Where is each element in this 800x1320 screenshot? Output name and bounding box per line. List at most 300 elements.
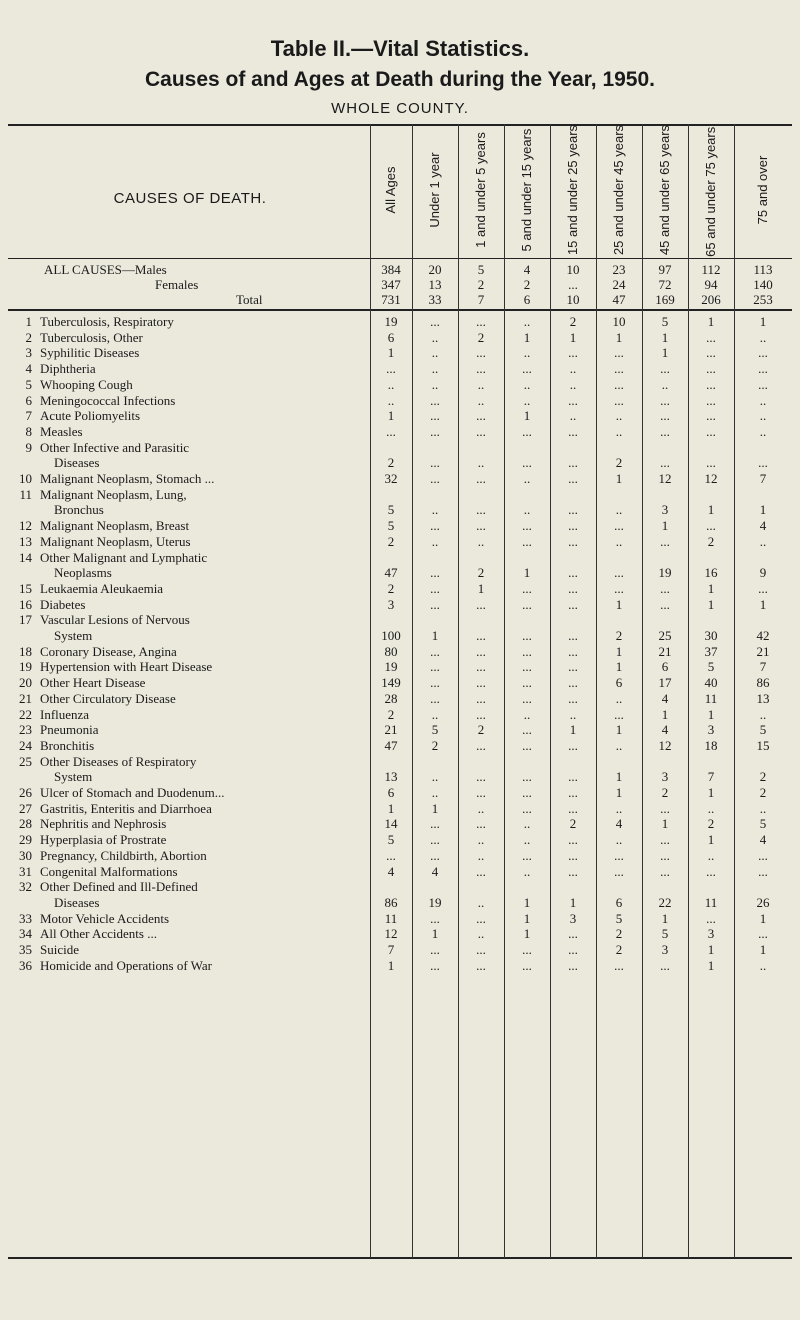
cause-label: Other Circulatory Disease	[40, 690, 176, 706]
table-cell: 14	[384, 816, 398, 832]
table-cell: ...	[568, 643, 578, 659]
table-cell: 19	[658, 565, 672, 581]
table-cell: 1	[661, 345, 669, 361]
table-cell: ..	[431, 376, 439, 392]
table-cell: 2	[759, 785, 767, 800]
table-cell: ...	[568, 423, 578, 439]
table-cell: 2	[615, 628, 623, 643]
cause-label: Malignant Neoplasm, Uterus	[40, 533, 191, 549]
table-cell: 2	[431, 737, 439, 753]
table-cell: ..	[431, 769, 439, 785]
table-cell: ...	[568, 345, 578, 361]
table-cell: ..	[569, 376, 577, 392]
table-cell: 3	[707, 722, 715, 738]
table-cell: 21	[756, 643, 770, 659]
row-number: 28	[19, 816, 32, 832]
table-cell: 1	[615, 329, 623, 345]
table-cell: ...	[614, 847, 624, 863]
age-column-label: Under 1 year	[427, 152, 442, 228]
table-cell: ..	[523, 345, 531, 361]
table-cell: 5	[759, 816, 767, 832]
table-cell: ...	[660, 392, 670, 408]
table-cell: ..	[569, 706, 577, 722]
table-cell: 2	[477, 722, 485, 738]
table-cell: ...	[430, 408, 440, 424]
table-cell: 7	[759, 471, 767, 486]
table-cell: 1	[707, 580, 715, 596]
table-cell: ...	[476, 423, 486, 439]
cause-label: Tuberculosis, Respiratory	[40, 314, 174, 329]
table-cell: 1	[431, 800, 439, 816]
table-cell: 19	[428, 894, 442, 910]
table-cell: 86	[756, 675, 770, 691]
table-cell: 3	[387, 596, 395, 612]
table-cell: ...	[614, 376, 624, 392]
cause-label: Measles	[40, 423, 83, 439]
cause-label: Acute Poliomyelits	[40, 408, 141, 424]
cause-label-continuation: System	[54, 769, 93, 785]
table-cell: 5	[431, 722, 439, 738]
table-cell: 2	[523, 277, 531, 292]
table-cell: 9	[759, 565, 767, 581]
table-cell: ..	[523, 471, 531, 486]
table-cell: ...	[660, 408, 670, 424]
table-cell: 4	[759, 832, 767, 848]
table-cell: ...	[522, 957, 532, 973]
table-cell: ...	[568, 675, 578, 691]
row-number: 30	[19, 847, 32, 863]
table-cell: ...	[430, 957, 440, 973]
table-cell: ...	[476, 785, 486, 800]
table-cell: ...	[660, 423, 670, 439]
cause-label: Malignant Neoplasm, Lung,	[40, 486, 187, 502]
table-cell: 347	[381, 277, 401, 292]
table-cell: ...	[386, 847, 396, 863]
table-cell: 2	[477, 277, 485, 292]
row-number: 16	[19, 596, 32, 612]
table-cell: ...	[476, 345, 486, 361]
table-cell: 12	[658, 471, 672, 486]
table-cell: 4	[759, 518, 767, 534]
table-cell: 10	[612, 314, 626, 329]
table-cell: ...	[758, 863, 768, 879]
table-cell: ..	[569, 361, 577, 377]
totals-label: Females	[155, 277, 199, 292]
table-cell: ..	[759, 329, 767, 345]
age-column-label: 65 and under 75 years.	[703, 123, 718, 257]
table-cell: 7	[387, 942, 395, 957]
table-cell: ..	[759, 800, 767, 816]
table-cell: ...	[614, 361, 624, 377]
cause-label: Other Defined and Ill-Defined	[40, 879, 198, 895]
table-cell: ..	[431, 345, 439, 361]
cause-label: Pregnancy, Childbirth, Abortion	[40, 847, 207, 863]
cause-label: Other Diseases of Respiratory	[40, 753, 197, 769]
row-number: 25	[19, 753, 32, 769]
table-cell: ..	[759, 957, 767, 973]
table-cell: ...	[430, 596, 440, 612]
table-cell: 3	[661, 942, 669, 957]
table-cell: ...	[430, 942, 440, 957]
table-cell: 30	[704, 628, 718, 643]
table-cell: ...	[706, 910, 716, 926]
top-rule	[8, 124, 792, 126]
table-cell: ..	[707, 847, 715, 863]
table-cell: ..	[569, 408, 577, 424]
table-cell: ..	[759, 392, 767, 408]
row-number: 13	[19, 533, 32, 549]
table-cell: 20	[428, 262, 442, 277]
table-cell: ...	[706, 376, 716, 392]
table-cell: 86	[384, 894, 398, 910]
table-cell: 47	[612, 292, 626, 307]
table-cell: 731	[381, 292, 401, 307]
table-cell: 24	[612, 277, 626, 292]
table-cell: 6	[387, 329, 395, 345]
table-cell: ...	[614, 345, 624, 361]
table-cell: ...	[430, 314, 440, 329]
table-cell: ...	[476, 408, 486, 424]
table-cell: 206	[701, 292, 721, 307]
table-cell: ...	[568, 800, 578, 816]
age-column-label: 45 and under 65 years	[657, 124, 672, 256]
table-cell: 6	[615, 675, 623, 691]
table-cell: 3	[707, 926, 715, 942]
cause-label: Whooping Cough	[40, 376, 133, 392]
table-cell: 2	[569, 816, 577, 832]
table-cell: 1	[661, 329, 669, 345]
table-cell: 1	[707, 314, 715, 329]
age-column-header	[458, 130, 504, 250]
table-cell: 6	[615, 894, 623, 910]
table-cell: ...	[568, 596, 578, 612]
row-number: 21	[19, 690, 32, 706]
table-cell: 1	[615, 722, 623, 738]
table-cell: ...	[430, 580, 440, 596]
table-cell: ...	[568, 392, 578, 408]
table-cell: ...	[660, 361, 670, 377]
table-cell: ...	[430, 392, 440, 408]
table-cell: ...	[706, 408, 716, 424]
table-cell: 1	[431, 926, 439, 942]
age-column-header	[412, 130, 458, 250]
table-cell: 1	[615, 785, 623, 800]
table-cell: ..	[477, 392, 485, 408]
table-cell: ...	[522, 518, 532, 534]
table-cell: 113	[753, 262, 773, 277]
table-cell: ...	[522, 628, 532, 643]
cause-label: Diabetes	[40, 596, 86, 612]
table-cell: 1	[615, 471, 623, 486]
table-cell: 42	[756, 628, 770, 643]
table-cell: 1	[615, 769, 623, 785]
table-cell: 2	[477, 329, 485, 345]
table-cell: 33	[428, 292, 442, 307]
table-cell: ...	[568, 471, 578, 486]
table-cell: 80	[384, 643, 398, 659]
table-cell: ...	[706, 518, 716, 534]
table-cell: ..	[615, 502, 623, 518]
table-cell: ..	[523, 816, 531, 832]
table-cell: 13	[428, 277, 442, 292]
table-cell: ...	[522, 659, 532, 675]
table-cell: ...	[476, 706, 486, 722]
table-cell: ...	[660, 533, 670, 549]
table-cell: 4	[387, 863, 395, 879]
table-cell: ..	[615, 423, 623, 439]
table-cell: 4	[523, 262, 531, 277]
table-cell: 2	[387, 706, 395, 722]
table-cell: ...	[758, 345, 768, 361]
cause-label: Coronary Disease, Angina	[40, 643, 177, 659]
table-cell: ..	[477, 832, 485, 848]
table-cell: ...	[568, 628, 578, 643]
table-cell: 10	[566, 262, 580, 277]
table-cell: ..	[431, 706, 439, 722]
row-number: 5	[25, 376, 32, 392]
table-cell: ...	[614, 565, 624, 581]
table-cell: ...	[568, 926, 578, 942]
table-cell: 26	[756, 894, 770, 910]
table-cell: 1	[523, 565, 531, 581]
table-cell: 2	[569, 314, 577, 329]
table-cell: 1	[569, 722, 577, 738]
table-cell: ..	[523, 863, 531, 879]
table-cell: 1	[615, 643, 623, 659]
totals-label: Total	[236, 292, 263, 307]
table-cell: ...	[758, 361, 768, 377]
table-cell: ...	[706, 423, 716, 439]
table-cell: ...	[614, 706, 624, 722]
age-column-label: 5 and under 15 years	[519, 128, 534, 252]
row-number: 32	[19, 879, 32, 895]
cause-label: Diphtheria	[40, 361, 96, 377]
table-cell: ...	[430, 847, 440, 863]
table-cell: ...	[660, 580, 670, 596]
row-number: 27	[19, 800, 32, 816]
age-column-header	[504, 130, 550, 250]
age-column-label: 75 and over	[755, 155, 770, 225]
table-cell: ...	[430, 690, 440, 706]
table-cell: 13	[384, 769, 398, 785]
table-cell: 25	[658, 628, 672, 643]
table-cell: 1	[707, 957, 715, 973]
table-cell: ...	[758, 376, 768, 392]
age-column-label: 15 and under 25 years	[565, 124, 580, 256]
row-number: 11	[19, 486, 32, 502]
row-number: 2	[25, 329, 32, 345]
table-cell: ...	[522, 580, 532, 596]
table-cell: ...	[476, 816, 486, 832]
table-cell: ...	[614, 518, 624, 534]
table-cell: 15	[756, 737, 770, 753]
cause-label: Vascular Lesions of Nervous	[40, 612, 190, 628]
row-number: 22	[19, 706, 32, 722]
table-cell: 1	[523, 408, 531, 424]
table-cell: 4	[661, 722, 669, 738]
table-cell: ...	[476, 957, 486, 973]
table-cell: ..	[523, 314, 531, 329]
table-cell: ...	[706, 361, 716, 377]
table-cell: 1	[707, 832, 715, 848]
table-cell: ...	[660, 847, 670, 863]
table-cell: 1	[707, 502, 715, 518]
table-cell: 6	[523, 292, 531, 307]
table-cell: ...	[614, 580, 624, 596]
row-number: 3	[25, 345, 32, 361]
table-cell: ..	[477, 455, 485, 471]
table-cell: 23	[612, 262, 626, 277]
table-cell: ..	[477, 847, 485, 863]
age-column-header	[550, 124, 596, 256]
table-cell: 1	[387, 800, 395, 816]
table-cell: 2	[615, 942, 623, 957]
row-number: 36	[19, 957, 32, 973]
table-cell: ..	[477, 800, 485, 816]
table-cell: 2	[759, 769, 767, 785]
table-cell: 94	[704, 277, 718, 292]
table-cell: ..	[523, 376, 531, 392]
table-cell: ...	[476, 942, 486, 957]
table-cell: ...	[758, 926, 768, 942]
table-cell: ...	[568, 518, 578, 534]
table-cell: 5	[615, 910, 623, 926]
table-cell: 13	[756, 690, 770, 706]
table-cell: ..	[523, 502, 531, 518]
table-cell: 2	[707, 816, 715, 832]
table-cell: ...	[758, 580, 768, 596]
table-cell: 1	[661, 706, 669, 722]
table-cell: 1	[523, 329, 531, 345]
table-cell: ..	[759, 408, 767, 424]
cause-label: Other Heart Disease	[40, 675, 146, 691]
table-cell: 2	[661, 785, 669, 800]
table-cell: ...	[522, 361, 532, 377]
table-cell: ..	[615, 533, 623, 549]
table-cell: ...	[568, 659, 578, 675]
table-cell: 1	[477, 580, 485, 596]
table-cell: ...	[476, 628, 486, 643]
cause-label: Gastritis, Enteritis and Diarrhoea	[40, 800, 212, 816]
row-number: 35	[19, 942, 32, 957]
table-cell: ...	[430, 471, 440, 486]
table-cell: 1	[759, 596, 767, 612]
table-cell: 1	[523, 926, 531, 942]
table-cell: ...	[568, 785, 578, 800]
table-cell: ...	[386, 361, 396, 377]
table-cell: ...	[476, 502, 486, 518]
table-cell: ...	[522, 423, 532, 439]
table-cell: 4	[615, 816, 623, 832]
table-cell: ..	[523, 832, 531, 848]
age-column-header	[734, 130, 792, 250]
table-cell: 10	[566, 292, 580, 307]
table-cell: ...	[568, 565, 578, 581]
table-cell: ...	[706, 455, 716, 471]
table-cell: 100	[381, 628, 401, 643]
cause-label: Other Infective and Parasitic	[40, 439, 190, 455]
table-cell: ...	[522, 643, 532, 659]
table-cell: ...	[522, 800, 532, 816]
table-cell: ..	[431, 533, 439, 549]
table-cell: ...	[660, 832, 670, 848]
table-cell: ...	[476, 690, 486, 706]
table-cell: ...	[660, 800, 670, 816]
row-number: 26	[19, 785, 32, 800]
table-cell: ...	[430, 659, 440, 675]
age-column-header	[688, 123, 734, 257]
table-cell: 5	[387, 518, 395, 534]
table-cell: 28	[384, 690, 398, 706]
table-cell: 1	[569, 329, 577, 345]
table-cell: ..	[615, 690, 623, 706]
table-cell: 97	[658, 262, 672, 277]
totals-label: ALL CAUSES—Males	[44, 262, 167, 277]
table-cell: ...	[476, 471, 486, 486]
table-cell: 5	[759, 722, 767, 738]
row-number: 29	[19, 832, 32, 848]
table-cell: ...	[430, 455, 440, 471]
cause-label: Pneumonia	[40, 722, 99, 738]
cause-label: Syphilitic Diseases	[40, 345, 140, 361]
row-number: 33	[19, 910, 32, 926]
table-cell: 2	[615, 455, 623, 471]
table-cell: ...	[430, 816, 440, 832]
table-cell: 1	[615, 596, 623, 612]
table-cell: ...	[476, 518, 486, 534]
cause-label: Malignant Neoplasm, Stomach ...	[40, 471, 215, 486]
table-cell: 5	[477, 262, 485, 277]
table-cell: ...	[568, 277, 578, 292]
table-cell: ..	[477, 533, 485, 549]
table-cell: ...	[568, 832, 578, 848]
table-cell: ...	[758, 455, 768, 471]
table-cell: ..	[759, 533, 767, 549]
table-cell: ..	[523, 706, 531, 722]
table-cell: ...	[706, 345, 716, 361]
table-cell: ...	[430, 518, 440, 534]
table-cell: ...	[568, 455, 578, 471]
table-cell: 7	[477, 292, 485, 307]
row-number: 7	[25, 408, 32, 424]
table-cell: ...	[568, 502, 578, 518]
table-cell: ..	[431, 361, 439, 377]
table-cell: ...	[614, 392, 624, 408]
table-cell: ...	[568, 942, 578, 957]
table-cell: ...	[522, 785, 532, 800]
causes-column-header: CAUSES OF DEATH.	[113, 190, 267, 207]
table-cell: ..	[615, 832, 623, 848]
table-cell: 4	[431, 863, 439, 879]
table-cell: ...	[430, 423, 440, 439]
table-cell: 3	[661, 502, 669, 518]
table-cell: 4	[661, 690, 669, 706]
table-cell: 253	[753, 292, 773, 307]
cause-label: All Other Accidents ...	[40, 926, 157, 942]
table-cell: ...	[522, 722, 532, 738]
table-cell: 2	[387, 580, 395, 596]
row-number: 19	[19, 659, 32, 675]
cause-label: Suicide	[40, 942, 79, 957]
table-cell: 3	[661, 769, 669, 785]
table-cell: ...	[430, 643, 440, 659]
row-number: 12	[19, 518, 32, 534]
table-cell: 1	[661, 816, 669, 832]
table-cell: ...	[568, 847, 578, 863]
table-cell: 1	[707, 706, 715, 722]
table-cell: ..	[477, 376, 485, 392]
cause-label: Nephritis and Nephrosis	[40, 816, 167, 832]
